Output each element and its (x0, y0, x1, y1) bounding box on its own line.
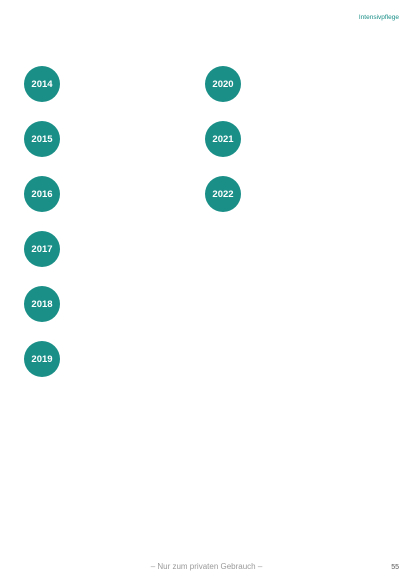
year-badge: 2019 (24, 341, 60, 377)
timeline-entry (30, 231, 200, 275)
year-badge: 2014 (24, 66, 60, 102)
footer-text: – Nur zum privaten Gebrauch – (150, 562, 263, 571)
timeline-column-right (211, 66, 381, 231)
timeline-entry (30, 341, 200, 385)
year-badge: 2021 (205, 121, 241, 157)
timeline-entry (30, 176, 200, 220)
timeline-entry (30, 66, 200, 110)
timeline-column-left (30, 66, 200, 396)
section-label: Intensivpflege (358, 14, 399, 21)
timeline-entry (30, 286, 200, 330)
timeline-entry (30, 121, 200, 165)
page-number: 55 (391, 564, 399, 571)
year-badge: 2022 (205, 176, 241, 212)
timeline-entry (211, 121, 381, 165)
year-badge: 2020 (205, 66, 241, 102)
year-badge: 2015 (24, 121, 60, 157)
year-badge: 2017 (24, 231, 60, 267)
year-badge: 2016 (24, 176, 60, 212)
timeline-entry (211, 176, 381, 220)
year-badge: 2018 (24, 286, 60, 322)
timeline-entry (211, 66, 381, 110)
